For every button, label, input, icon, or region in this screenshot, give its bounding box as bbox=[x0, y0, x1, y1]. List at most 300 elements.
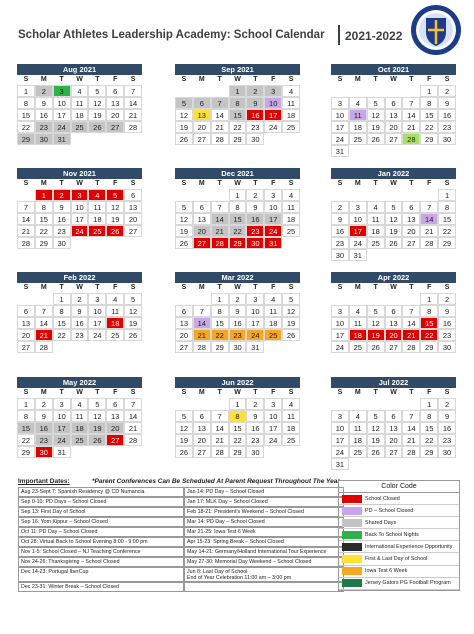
weekday-label: S bbox=[337, 180, 343, 187]
week-row bbox=[175, 213, 300, 225]
weekday-label: T bbox=[217, 284, 222, 291]
day-cell: 15 bbox=[438, 213, 456, 225]
day-cell: 13 bbox=[17, 317, 35, 329]
day-cell: 22 bbox=[17, 434, 35, 446]
day-cell: 26 bbox=[88, 121, 106, 133]
weekday-label: S bbox=[23, 76, 29, 83]
day-cell: 26 bbox=[106, 225, 124, 237]
day-cell: 8 bbox=[420, 97, 438, 109]
week-row bbox=[331, 341, 456, 353]
week-row bbox=[17, 434, 142, 446]
weekday-label: S bbox=[181, 284, 187, 291]
day-cell: 2 bbox=[53, 189, 71, 201]
weekday-label: S bbox=[288, 180, 294, 187]
week-row bbox=[17, 213, 142, 225]
weekday-label: M bbox=[40, 76, 47, 83]
day-cell: 8 bbox=[17, 97, 35, 109]
empty-day-cell bbox=[282, 341, 300, 353]
empty-day-cell bbox=[349, 85, 367, 97]
day-cell: 18 bbox=[282, 422, 300, 434]
week-row bbox=[175, 121, 300, 133]
month-title: Nov 2021 bbox=[17, 168, 142, 179]
weekday-label: S bbox=[130, 76, 136, 83]
week-row bbox=[175, 410, 300, 422]
day-cell: 14 bbox=[402, 109, 420, 121]
weekday-label: F bbox=[427, 389, 432, 396]
weekday-label: S bbox=[130, 284, 136, 291]
empty-day-cell bbox=[211, 398, 229, 410]
day-cell: 8 bbox=[211, 305, 229, 317]
empty-day-cell bbox=[367, 398, 385, 410]
day-cell: 14 bbox=[211, 422, 229, 434]
day-cell: 10 bbox=[264, 201, 282, 213]
important-date-entry: Oct 28: Virtual Back to School Evening 8:00 - 9:00 pm bbox=[18, 537, 184, 547]
day-cell: 26 bbox=[124, 329, 142, 341]
color-code-label: Shared Days bbox=[365, 519, 397, 526]
empty-day-cell bbox=[264, 133, 282, 145]
empty-day-cell bbox=[282, 133, 300, 145]
day-cell: 17 bbox=[331, 121, 349, 133]
day-cell: 28 bbox=[193, 341, 211, 353]
day-cell: 8 bbox=[229, 97, 247, 109]
day-cell: 11 bbox=[282, 201, 300, 213]
day-cell: 20 bbox=[17, 329, 35, 341]
day-cell: 19 bbox=[88, 422, 106, 434]
weekday-label: S bbox=[288, 284, 294, 291]
empty-day-cell bbox=[402, 398, 420, 410]
day-cell: 24 bbox=[53, 121, 71, 133]
empty-day-cell bbox=[193, 293, 211, 305]
day-cell: 12 bbox=[175, 422, 193, 434]
empty-day-cell bbox=[349, 145, 367, 157]
weekday-label: S bbox=[23, 284, 29, 291]
day-cell: 15 bbox=[229, 422, 247, 434]
month-title: May 2022 bbox=[17, 377, 142, 388]
day-cell: 30 bbox=[53, 237, 71, 249]
empty-day-cell bbox=[264, 446, 282, 458]
day-cell: 6 bbox=[175, 305, 193, 317]
week-row bbox=[331, 213, 456, 225]
empty-day-cell bbox=[402, 189, 420, 201]
weekday-label: T bbox=[95, 180, 100, 187]
day-cell: 9 bbox=[71, 305, 89, 317]
day-cell: 10 bbox=[264, 410, 282, 422]
important-date-entry: Jan 14: PD Day – School Closed bbox=[184, 487, 344, 497]
day-cell: 22 bbox=[229, 121, 247, 133]
empty-day-cell bbox=[367, 458, 385, 470]
month-mar-2022 bbox=[175, 272, 300, 353]
weekday-label: T bbox=[95, 284, 100, 291]
day-cell: 5 bbox=[367, 305, 385, 317]
day-cell: 13 bbox=[193, 213, 211, 225]
day-cell: 26 bbox=[367, 133, 385, 145]
day-cell: 22 bbox=[35, 225, 53, 237]
day-cell: 5 bbox=[124, 293, 142, 305]
empty-day-cell bbox=[367, 293, 385, 305]
weekday-label: F bbox=[113, 389, 118, 396]
day-cell: 28 bbox=[124, 434, 142, 446]
day-cell: 23 bbox=[229, 329, 247, 341]
day-cell: 1 bbox=[211, 293, 229, 305]
day-cell: 17 bbox=[331, 434, 349, 446]
week-row bbox=[17, 398, 142, 410]
day-cell: 29 bbox=[211, 341, 229, 353]
day-cell: 6 bbox=[385, 410, 403, 422]
day-cell: 28 bbox=[420, 237, 438, 249]
day-cell: 5 bbox=[88, 85, 106, 97]
day-cell: 14 bbox=[402, 317, 420, 329]
day-cell: 27 bbox=[124, 225, 142, 237]
day-cell: 6 bbox=[193, 410, 211, 422]
day-cell: 16 bbox=[229, 317, 247, 329]
calendar-header bbox=[0, 0, 474, 56]
day-cell: 3 bbox=[331, 410, 349, 422]
month-nov-2021 bbox=[17, 168, 142, 249]
day-cell: 29 bbox=[438, 237, 456, 249]
day-cell: 31 bbox=[246, 341, 264, 353]
day-cell: 10 bbox=[331, 422, 349, 434]
important-date-entry: Feb 18-21: President's Weekend – School Closed bbox=[184, 507, 344, 517]
day-cell: 3 bbox=[331, 97, 349, 109]
day-cell: 14 bbox=[420, 213, 438, 225]
week-row bbox=[17, 189, 142, 201]
important-dates-heading: Important Dates: bbox=[18, 478, 70, 485]
weekday-label: S bbox=[288, 76, 294, 83]
weekday-label: S bbox=[337, 389, 343, 396]
day-cell: 23 bbox=[35, 121, 53, 133]
day-cell: 17 bbox=[246, 317, 264, 329]
day-cell: 12 bbox=[175, 109, 193, 121]
day-cell: 25 bbox=[349, 446, 367, 458]
day-cell: 17 bbox=[349, 225, 367, 237]
weekday-header bbox=[17, 179, 142, 189]
day-cell: 13 bbox=[124, 201, 142, 213]
important-date-entry: Nov 1-5: School Closed – NJ Teaching Conference bbox=[18, 547, 184, 557]
weekday-label: W bbox=[76, 180, 83, 187]
empty-day-cell bbox=[71, 341, 89, 353]
empty-day-cell bbox=[385, 85, 403, 97]
day-cell: 23 bbox=[438, 434, 456, 446]
day-cell: 15 bbox=[53, 317, 71, 329]
day-cell: 15 bbox=[17, 109, 35, 121]
day-cell: 15 bbox=[229, 109, 247, 121]
week-row bbox=[17, 237, 142, 249]
weekday-label: S bbox=[444, 284, 450, 291]
day-cell: 20 bbox=[385, 121, 403, 133]
day-cell: 28 bbox=[402, 446, 420, 458]
month-title: Mar 2022 bbox=[175, 272, 300, 283]
weekday-label: S bbox=[444, 76, 450, 83]
day-cell: 12 bbox=[385, 213, 403, 225]
day-cell: 25 bbox=[282, 121, 300, 133]
day-cell: 31 bbox=[331, 458, 349, 470]
day-cell: 11 bbox=[367, 213, 385, 225]
month-apr-2022 bbox=[331, 272, 456, 353]
color-code-row bbox=[339, 566, 459, 578]
weekday-label: S bbox=[130, 180, 136, 187]
day-cell: 21 bbox=[193, 329, 211, 341]
week-row bbox=[17, 97, 142, 109]
day-cell: 27 bbox=[193, 237, 211, 249]
day-cell: 3 bbox=[71, 189, 89, 201]
day-cell: 16 bbox=[35, 109, 53, 121]
color-swatch bbox=[342, 543, 362, 551]
day-cell: 4 bbox=[367, 201, 385, 213]
day-cell: 2 bbox=[331, 201, 349, 213]
month-title: Aug 2021 bbox=[17, 64, 142, 75]
day-cell: 2 bbox=[246, 189, 264, 201]
week-row bbox=[331, 410, 456, 422]
week-row bbox=[331, 133, 456, 145]
day-cell: 10 bbox=[331, 109, 349, 121]
day-cell: 30 bbox=[35, 446, 53, 458]
day-cell: 9 bbox=[246, 410, 264, 422]
weekday-header bbox=[175, 75, 300, 85]
day-cell: 29 bbox=[420, 341, 438, 353]
important-date-entry: Jun 8: Last Day of School End of Year Celebration 11:00 am – 3:00 pm bbox=[184, 567, 344, 582]
day-cell: 23 bbox=[71, 329, 89, 341]
day-cell: 13 bbox=[193, 422, 211, 434]
week-row bbox=[331, 249, 456, 261]
day-cell: 12 bbox=[88, 97, 106, 109]
empty-day-cell bbox=[124, 237, 142, 249]
day-cell: 23 bbox=[35, 434, 53, 446]
day-cell: 2 bbox=[35, 85, 53, 97]
day-cell: 9 bbox=[229, 305, 247, 317]
day-cell: 11 bbox=[106, 305, 124, 317]
day-cell: 1 bbox=[35, 189, 53, 201]
weekday-label: W bbox=[390, 180, 397, 187]
week-row bbox=[331, 121, 456, 133]
day-cell: 20 bbox=[402, 225, 420, 237]
day-cell: 6 bbox=[402, 201, 420, 213]
weekday-label: F bbox=[427, 284, 432, 291]
weekday-label: F bbox=[271, 284, 276, 291]
weekday-label: T bbox=[253, 76, 258, 83]
week-row bbox=[331, 293, 456, 305]
day-cell: 2 bbox=[438, 398, 456, 410]
empty-day-cell bbox=[349, 189, 367, 201]
day-cell: 22 bbox=[229, 225, 247, 237]
weekday-header bbox=[331, 283, 456, 293]
day-cell: 9 bbox=[331, 213, 349, 225]
week-row bbox=[17, 341, 142, 353]
day-cell: 30 bbox=[35, 133, 53, 145]
day-cell: 24 bbox=[264, 225, 282, 237]
month-title: Feb 2022 bbox=[17, 272, 142, 283]
day-cell: 8 bbox=[420, 305, 438, 317]
empty-day-cell bbox=[71, 237, 89, 249]
day-cell: 4 bbox=[282, 85, 300, 97]
day-cell: 7 bbox=[402, 410, 420, 422]
color-code-row bbox=[339, 578, 459, 590]
day-cell: 6 bbox=[17, 305, 35, 317]
empty-day-cell bbox=[175, 189, 193, 201]
day-cell: 1 bbox=[420, 398, 438, 410]
weekday-header bbox=[331, 179, 456, 189]
weekday-label: S bbox=[181, 76, 187, 83]
week-row bbox=[331, 189, 456, 201]
weekday-label: W bbox=[76, 76, 83, 83]
day-cell: 28 bbox=[17, 237, 35, 249]
day-cell: 8 bbox=[229, 201, 247, 213]
day-cell: 25 bbox=[264, 329, 282, 341]
day-cell: 30 bbox=[246, 237, 264, 249]
weekday-label: T bbox=[373, 180, 378, 187]
day-cell: 14 bbox=[211, 213, 229, 225]
weekday-label: F bbox=[113, 76, 118, 83]
weekday-label: T bbox=[373, 284, 378, 291]
week-row bbox=[175, 225, 300, 237]
day-cell: 25 bbox=[282, 225, 300, 237]
week-row bbox=[331, 201, 456, 213]
day-cell: 31 bbox=[53, 446, 71, 458]
empty-day-cell bbox=[53, 341, 71, 353]
empty-day-cell bbox=[106, 341, 124, 353]
day-cell: 1 bbox=[420, 293, 438, 305]
day-cell: 28 bbox=[211, 133, 229, 145]
day-cell: 12 bbox=[282, 305, 300, 317]
day-cell: 4 bbox=[264, 293, 282, 305]
week-row bbox=[17, 121, 142, 133]
day-cell: 22 bbox=[420, 434, 438, 446]
week-row bbox=[175, 329, 300, 341]
day-cell: 19 bbox=[385, 225, 403, 237]
day-cell: 25 bbox=[71, 434, 89, 446]
month-jul-2022 bbox=[331, 377, 456, 470]
day-cell: 31 bbox=[349, 249, 367, 261]
day-cell: 26 bbox=[88, 434, 106, 446]
day-cell: 27 bbox=[402, 237, 420, 249]
weekday-header bbox=[175, 179, 300, 189]
empty-day-cell bbox=[402, 145, 420, 157]
day-cell: 24 bbox=[349, 237, 367, 249]
day-cell: 18 bbox=[264, 317, 282, 329]
day-cell: 4 bbox=[349, 97, 367, 109]
empty-day-cell bbox=[385, 189, 403, 201]
school-year: 2021-2022 bbox=[345, 29, 403, 43]
day-cell: 11 bbox=[71, 410, 89, 422]
day-cell: 16 bbox=[246, 422, 264, 434]
weekday-header bbox=[175, 388, 300, 398]
day-cell: 7 bbox=[420, 201, 438, 213]
important-dates-table bbox=[18, 487, 344, 592]
empty-day-cell bbox=[385, 293, 403, 305]
day-cell: 3 bbox=[88, 293, 106, 305]
week-row bbox=[331, 422, 456, 434]
empty-day-cell bbox=[420, 145, 438, 157]
day-cell: 29 bbox=[17, 446, 35, 458]
day-cell: 27 bbox=[106, 434, 124, 446]
week-row bbox=[175, 305, 300, 317]
weekday-label: M bbox=[354, 389, 361, 396]
color-code-row bbox=[339, 553, 459, 565]
day-cell: 27 bbox=[385, 446, 403, 458]
weekday-label: T bbox=[217, 389, 222, 396]
day-cell: 16 bbox=[35, 422, 53, 434]
color-code-label: First & Last Day of School bbox=[365, 556, 428, 563]
day-cell: 12 bbox=[88, 410, 106, 422]
day-cell: 22 bbox=[438, 225, 456, 237]
important-date-entry: Sep 16: Yom Kippur – School Closed bbox=[18, 517, 184, 527]
week-row bbox=[175, 434, 300, 446]
day-cell: 13 bbox=[193, 109, 211, 121]
day-cell: 5 bbox=[367, 97, 385, 109]
parent-conference-note: *Parent Conferences Can Be Scheduled At Parent Request Throughout The Year bbox=[92, 478, 340, 485]
day-cell: 16 bbox=[246, 213, 264, 225]
day-cell: 16 bbox=[71, 317, 89, 329]
day-cell: 12 bbox=[367, 317, 385, 329]
day-cell: 27 bbox=[175, 341, 193, 353]
day-cell: 27 bbox=[193, 133, 211, 145]
day-cell: 18 bbox=[71, 422, 89, 434]
day-cell: 28 bbox=[402, 133, 420, 145]
day-cell: 25 bbox=[71, 121, 89, 133]
day-cell: 1 bbox=[53, 293, 71, 305]
day-cell: 28 bbox=[211, 237, 229, 249]
day-cell: 20 bbox=[385, 329, 403, 341]
day-cell: 20 bbox=[106, 109, 124, 121]
empty-day-cell bbox=[385, 398, 403, 410]
title-divider bbox=[338, 25, 340, 45]
day-cell: 22 bbox=[420, 121, 438, 133]
day-cell: 17 bbox=[53, 109, 71, 121]
empty-day-cell bbox=[331, 293, 349, 305]
week-row bbox=[175, 422, 300, 434]
day-cell: 4 bbox=[71, 85, 89, 97]
day-cell: 28 bbox=[124, 121, 142, 133]
month-title: Apr 2022 bbox=[331, 272, 456, 283]
day-cell: 2 bbox=[246, 85, 264, 97]
day-cell: 10 bbox=[88, 305, 106, 317]
weekday-label: S bbox=[288, 389, 294, 396]
day-cell: 19 bbox=[175, 121, 193, 133]
color-code-row bbox=[339, 529, 459, 541]
empty-day-cell bbox=[211, 85, 229, 97]
day-cell: 19 bbox=[175, 225, 193, 237]
day-cell: 7 bbox=[211, 410, 229, 422]
weekday-label: S bbox=[444, 180, 450, 187]
important-date-entry bbox=[184, 582, 344, 592]
day-cell: 21 bbox=[402, 329, 420, 341]
weekday-label: S bbox=[130, 389, 136, 396]
color-code-row bbox=[339, 541, 459, 553]
day-cell: 20 bbox=[193, 434, 211, 446]
day-cell: 13 bbox=[175, 317, 193, 329]
weekday-label: W bbox=[234, 284, 241, 291]
day-cell: 8 bbox=[229, 410, 247, 422]
empty-day-cell bbox=[402, 85, 420, 97]
empty-day-cell bbox=[331, 398, 349, 410]
day-cell: 15 bbox=[211, 317, 229, 329]
day-cell: 20 bbox=[193, 121, 211, 133]
day-cell: 10 bbox=[53, 410, 71, 422]
weekday-label: T bbox=[373, 389, 378, 396]
week-row bbox=[175, 201, 300, 213]
day-cell: 14 bbox=[193, 317, 211, 329]
day-cell: 25 bbox=[367, 237, 385, 249]
day-cell: 14 bbox=[402, 422, 420, 434]
day-cell: 5 bbox=[385, 201, 403, 213]
day-cell: 29 bbox=[420, 446, 438, 458]
empty-day-cell bbox=[402, 293, 420, 305]
day-cell: 1 bbox=[17, 398, 35, 410]
weekday-label: W bbox=[234, 180, 241, 187]
weekday-label: W bbox=[390, 76, 397, 83]
empty-day-cell bbox=[331, 189, 349, 201]
day-cell: 5 bbox=[367, 410, 385, 422]
empty-day-cell bbox=[35, 293, 53, 305]
